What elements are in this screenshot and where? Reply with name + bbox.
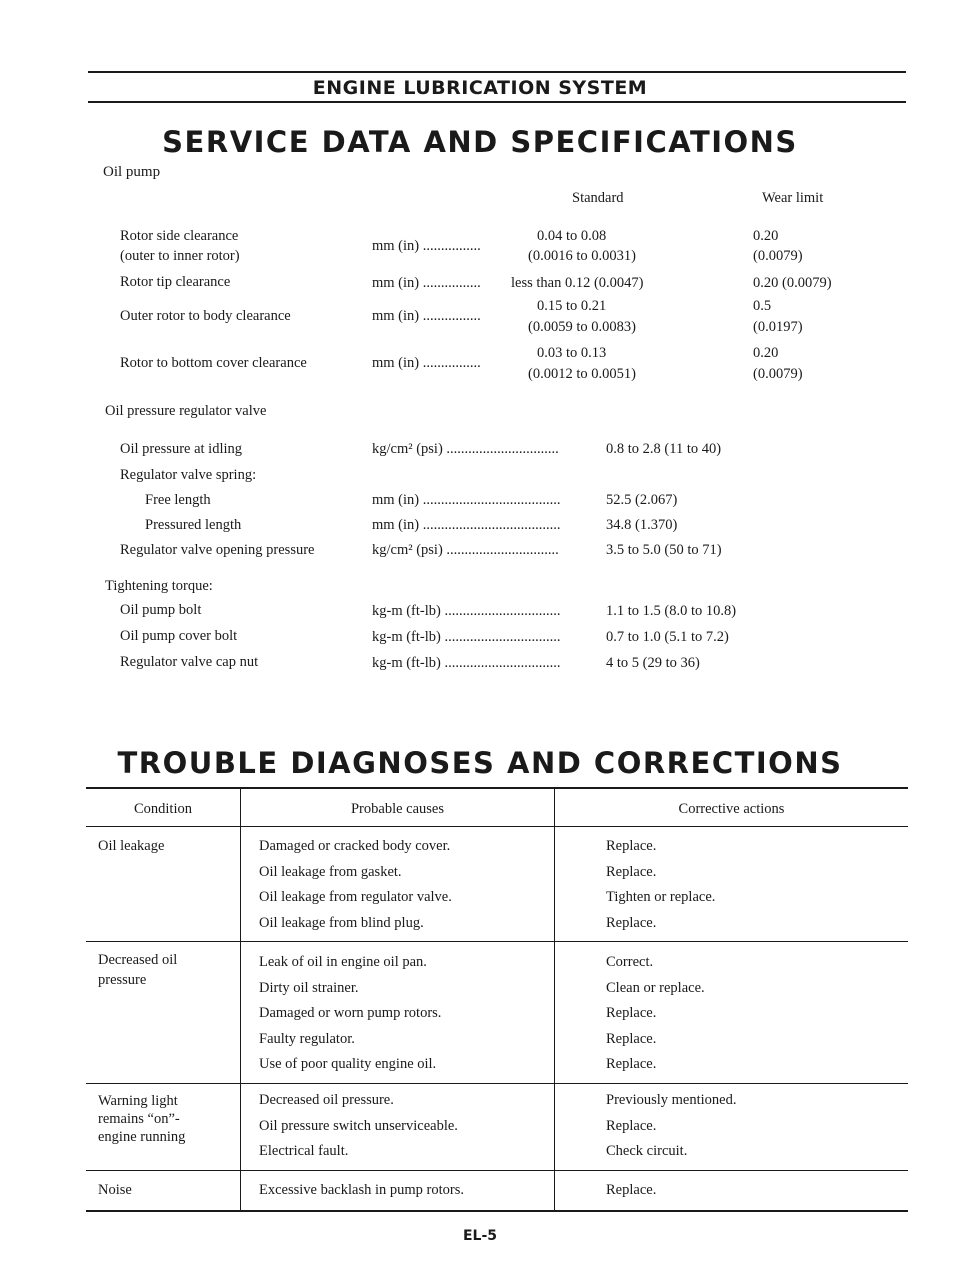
table-row-4-actions bbox=[606, 1178, 656, 1204]
table-rule-bottom bbox=[86, 1210, 908, 1212]
table-row-2-actions bbox=[606, 950, 705, 1078]
table-row-3-causes bbox=[259, 1088, 458, 1165]
pressured-length-label: Pressured length bbox=[145, 517, 242, 533]
action-line: Replace. bbox=[606, 1056, 657, 1072]
rotor-side-label-2: (outer to inner rotor) bbox=[120, 248, 240, 264]
rotor-side-standard-2: (0.0016 to 0.0031) bbox=[528, 248, 636, 264]
cause-line: Decreased oil pressure. bbox=[259, 1092, 394, 1108]
pump-bolt-unit: kg-m (ft-lb) ................................ bbox=[372, 603, 561, 619]
cause-line: Dirty oil strainer. bbox=[259, 979, 359, 996]
header-rule-bottom bbox=[88, 101, 906, 103]
outer-body-standard-1: 0.15 to 0.21 bbox=[537, 298, 607, 314]
table-row-1-causes bbox=[259, 834, 452, 936]
outer-body-wear-1: 0.5 bbox=[753, 298, 772, 314]
table-row-2-causes bbox=[259, 950, 441, 1078]
condition-line: Oil leakage bbox=[98, 838, 165, 854]
free-length-unit: mm (in) ...................................... bbox=[372, 492, 561, 508]
section-title-trouble-diagnoses: TROUBLE DIAGNOSES AND CORRECTIONS bbox=[117, 746, 843, 780]
table-row-3-condition bbox=[98, 1092, 185, 1146]
opening-pressure-unit: kg/cm² (psi) ............................... bbox=[372, 542, 559, 558]
table-row-2-condition bbox=[98, 950, 177, 990]
action-line: Replace. bbox=[606, 1030, 657, 1047]
header-probable-causes: Probable causes bbox=[350, 801, 444, 817]
header-condition: Condition bbox=[133, 801, 192, 817]
table-rule-row-1 bbox=[86, 941, 908, 942]
section-title-service-data: SERVICE DATA AND SPECIFICATIONS bbox=[162, 125, 798, 159]
cause-line: Oil pressure switch unserviceable. bbox=[259, 1117, 458, 1134]
condition-line: remains “on”- bbox=[98, 1111, 180, 1127]
col-wear-limit-header: Wear limit bbox=[762, 190, 824, 206]
action-line: Replace. bbox=[606, 863, 657, 880]
condition-line: pressure bbox=[98, 972, 147, 988]
action-line: Replace. bbox=[606, 1005, 657, 1021]
cause-line: Excessive backlash in pump rotors. bbox=[259, 1182, 464, 1198]
rotor-tip-label: Rotor tip clearance bbox=[120, 274, 231, 290]
idle-unit: kg/cm² (psi) ............................... bbox=[372, 441, 559, 457]
regulator-heading: Oil pressure regulator valve bbox=[105, 403, 267, 419]
outer-body-label: Outer rotor to body clearance bbox=[120, 308, 291, 324]
cause-line: Oil leakage from blind plug. bbox=[259, 914, 424, 931]
cap-nut-label: Regulator valve cap nut bbox=[120, 654, 259, 670]
bottom-cover-wear-1: 0.20 bbox=[753, 345, 779, 361]
action-line: Replace. bbox=[606, 838, 657, 854]
condition-line: Warning light bbox=[98, 1093, 178, 1109]
pump-bolt-value: 1.1 to 1.5 (8.0 to 10.8) bbox=[606, 603, 737, 619]
table-rule-row-3 bbox=[86, 1170, 908, 1171]
cause-line: Electrical fault. bbox=[259, 1143, 349, 1159]
pump-bolt-label: Oil pump bolt bbox=[120, 602, 202, 618]
running-head: ENGINE LUBRICATION SYSTEM bbox=[312, 77, 648, 99]
cover-bolt-label: Oil pump cover bolt bbox=[120, 628, 238, 644]
cause-line: Leak of oil in engine oil pan. bbox=[259, 954, 427, 970]
table-rule-top bbox=[86, 787, 908, 789]
outer-body-standard-2: (0.0059 to 0.0083) bbox=[528, 319, 636, 335]
rotor-tip-unit: mm (in) ................ bbox=[372, 275, 481, 291]
action-line: Correct. bbox=[606, 954, 654, 970]
cap-nut-unit: kg-m (ft-lb) ................................ bbox=[372, 655, 561, 671]
table-row-4-condition bbox=[98, 1178, 132, 1204]
pressured-length-unit: mm (in) ...................................... bbox=[372, 517, 561, 533]
torque-heading: Tightening torque: bbox=[105, 578, 213, 594]
idle-label: Oil pressure at idling bbox=[120, 441, 243, 457]
table-divider-2 bbox=[554, 789, 555, 1210]
table-rule-header bbox=[86, 826, 908, 827]
table-row-1-actions bbox=[606, 834, 715, 936]
free-length-label: Free length bbox=[145, 492, 211, 508]
table-rule-row-2 bbox=[86, 1083, 908, 1084]
cause-line: Use of poor quality engine oil. bbox=[259, 1056, 437, 1072]
bottom-cover-wear-2: (0.0079) bbox=[753, 366, 803, 382]
action-line: Replace. bbox=[606, 1182, 657, 1198]
condition-line: Decreased oil bbox=[98, 952, 178, 968]
opening-pressure-label: Regulator valve opening pressure bbox=[120, 542, 315, 558]
header-corrective-actions: Corrective actions bbox=[678, 801, 785, 817]
condition-line: Noise bbox=[98, 1182, 132, 1198]
bottom-cover-standard-2: (0.0012 to 0.0051) bbox=[528, 366, 636, 382]
action-line: Tighten or replace. bbox=[606, 889, 716, 905]
rotor-tip-wear: 0.20 (0.0079) bbox=[753, 275, 832, 291]
cause-line: Damaged or cracked body cover. bbox=[259, 838, 451, 854]
header-rule-top bbox=[88, 71, 906, 73]
table-row-1-condition bbox=[98, 834, 164, 860]
free-length-value: 52.5 (2.067) bbox=[606, 492, 678, 508]
action-line: Replace. bbox=[606, 914, 657, 931]
spring-label: Regulator valve spring: bbox=[120, 467, 257, 483]
bottom-cover-unit: mm (in) ................ bbox=[372, 355, 481, 371]
pressured-length-value: 34.8 (1.370) bbox=[606, 517, 678, 533]
table-divider-1 bbox=[240, 789, 241, 1210]
rotor-tip-standard: less than 0.12 (0.0047) bbox=[511, 275, 644, 291]
action-line: Clean or replace. bbox=[606, 979, 705, 996]
cap-nut-value: 4 to 5 (29 to 36) bbox=[606, 655, 700, 671]
cover-bolt-value: 0.7 to 1.0 (5.1 to 7.2) bbox=[606, 629, 729, 645]
idle-value: 0.8 to 2.8 (11 to 40) bbox=[606, 441, 722, 457]
action-line: Check circuit. bbox=[606, 1143, 688, 1159]
cause-line: Oil leakage from regulator valve. bbox=[259, 889, 452, 905]
condition-line: engine running bbox=[98, 1129, 186, 1145]
page-number: EL-5 bbox=[462, 1228, 498, 1244]
bottom-cover-standard-1: 0.03 to 0.13 bbox=[537, 345, 607, 361]
cause-line: Damaged or worn pump rotors. bbox=[259, 1005, 442, 1021]
cover-bolt-unit: kg-m (ft-lb) ................................ bbox=[372, 629, 561, 645]
outer-body-wear-2: (0.0197) bbox=[753, 319, 803, 335]
opening-pressure-value: 3.5 to 5.0 (50 to 71) bbox=[606, 542, 722, 558]
cause-line: Oil leakage from gasket. bbox=[259, 863, 402, 880]
rotor-side-wear-2: (0.0079) bbox=[753, 248, 803, 264]
rotor-side-unit: mm (in) ................ bbox=[372, 238, 481, 254]
table-row-4-causes bbox=[259, 1178, 464, 1204]
bottom-cover-label: Rotor to bottom cover clearance bbox=[120, 355, 307, 371]
outer-body-unit: mm (in) ................ bbox=[372, 308, 481, 324]
cause-line: Faulty regulator. bbox=[259, 1030, 355, 1047]
col-standard-header: Standard bbox=[572, 190, 624, 206]
oil-pump-heading: Oil pump bbox=[103, 164, 161, 180]
rotor-side-standard-1: 0.04 to 0.08 bbox=[537, 228, 607, 244]
rotor-side-label-1: Rotor side clearance bbox=[120, 228, 239, 244]
action-line: Replace. bbox=[606, 1117, 657, 1134]
action-line: Previously mentioned. bbox=[606, 1092, 737, 1108]
rotor-side-wear-1: 0.20 bbox=[753, 228, 779, 244]
table-row-3-actions bbox=[606, 1088, 737, 1165]
